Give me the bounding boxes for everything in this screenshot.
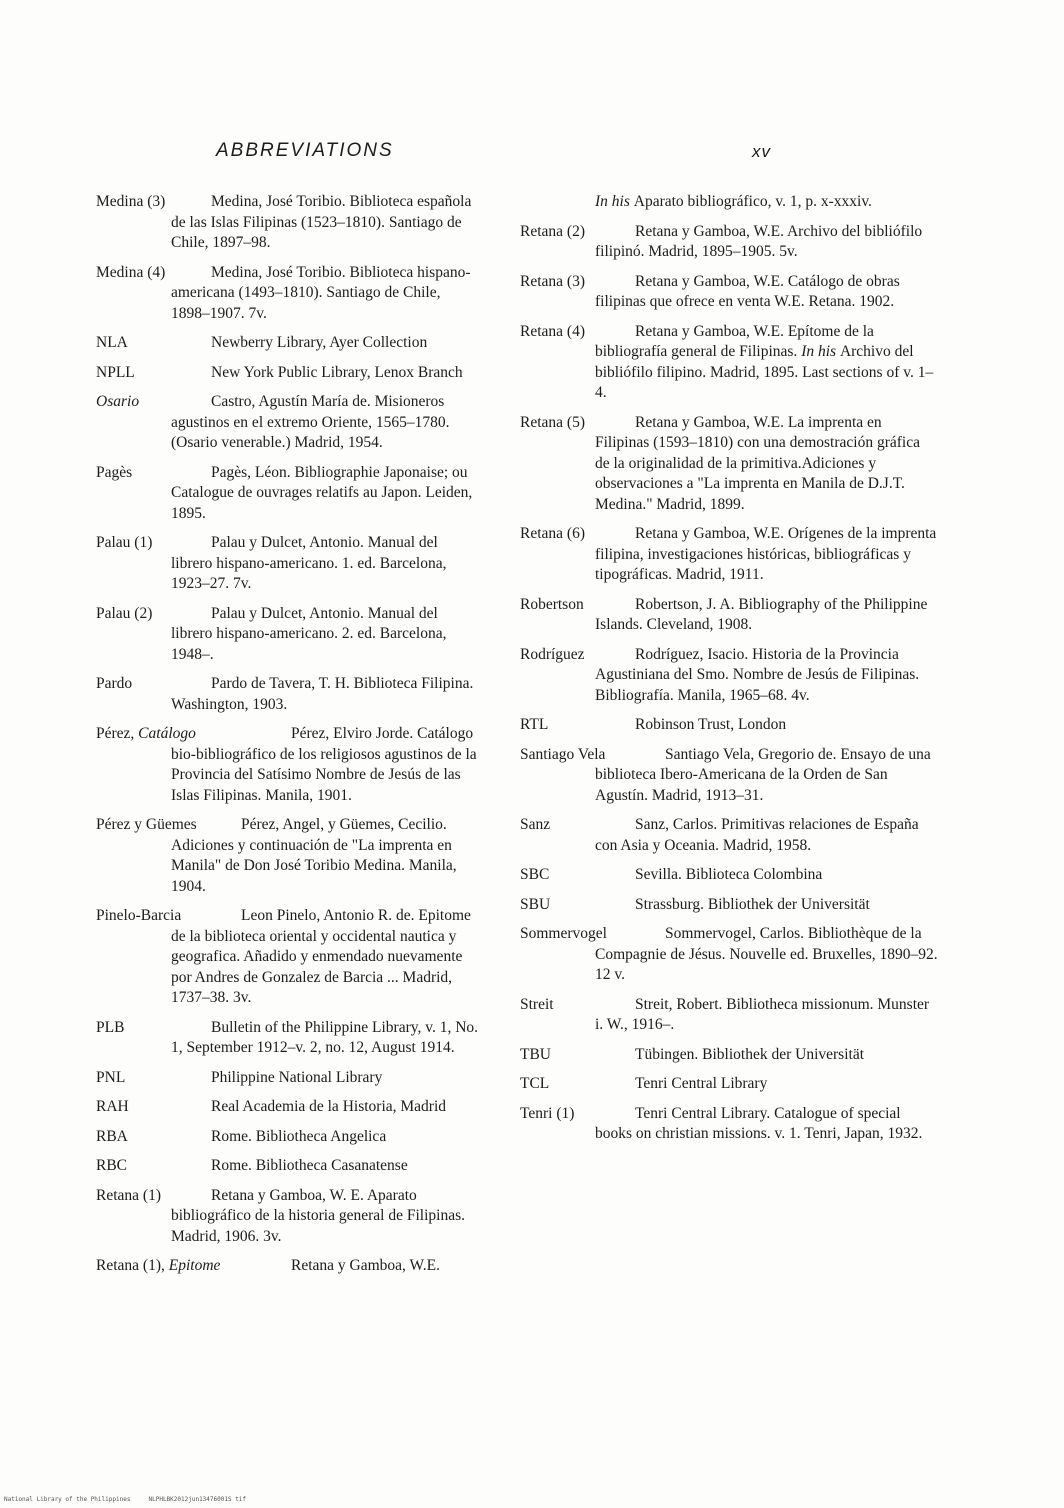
abbreviation-entry bbox=[520, 1045, 938, 1066]
entry-text bbox=[96, 604, 482, 666]
entry-text bbox=[520, 322, 938, 404]
abbreviation: SBU bbox=[520, 895, 551, 913]
entry-description: Retana y Gamboa, W.E. Epítome de la bibliografía general de Filipinas. bbox=[595, 322, 874, 360]
entry-description: Newberry Library, Ayer Collection bbox=[211, 334, 428, 351]
abbreviation: Medina (3) bbox=[96, 193, 166, 210]
entry-description: Tübingen. Bibliothek der Universität bbox=[635, 1045, 865, 1063]
entry-text bbox=[96, 1018, 482, 1059]
abbreviation: RTL bbox=[520, 716, 549, 733]
entry-text bbox=[96, 906, 482, 1009]
entry-description: Bulletin of the Philippine Library, v. 1, No. 1, September 1912–v. 2, no. 12, August 1914. bbox=[171, 1018, 479, 1056]
abbreviation: Sanz bbox=[520, 816, 551, 833]
entry-description: Philippine National Library bbox=[211, 1068, 383, 1086]
page-header-title: ABBREVIATIONS bbox=[216, 140, 394, 161]
entry-description: Robertson, J. A. Bibliography of the Philippine Islands. Cleveland, 1908. bbox=[595, 595, 928, 633]
abbreviation: Osario bbox=[96, 393, 140, 410]
entry-description: Pagès, Léon. Bibliographie Japonaise; ou Catalogue de ouvrages relatifs au Japon. Leiden, 1895. bbox=[171, 463, 473, 522]
abbreviation-entry bbox=[520, 1104, 938, 1145]
entry-text bbox=[520, 413, 938, 516]
entry-text bbox=[520, 1074, 938, 1095]
entry-text bbox=[520, 222, 938, 263]
abbreviation: Pérez, Catálogo bbox=[96, 725, 196, 742]
abbreviation: Retana (6) bbox=[520, 525, 585, 542]
abbreviation-entry bbox=[96, 906, 482, 1009]
entry-text bbox=[520, 1104, 938, 1145]
abbreviation: Rodríguez bbox=[520, 645, 585, 663]
page-number: xv bbox=[752, 142, 771, 161]
abbreviation-entry bbox=[96, 1018, 482, 1059]
entry-text bbox=[520, 715, 938, 736]
abbreviation: Retana (1), Epitome bbox=[96, 1257, 221, 1274]
entry-description: Medina, José Toribio. Biblioteca española de las Islas Filipinas (1523–1810). Santiago de Chile, 1897–98. bbox=[171, 193, 472, 251]
entry-text bbox=[96, 463, 482, 525]
entry-description: Pérez, Elviro Jorde. Catálogo bio-bibliográfico de los religiosos agustinos de la Provincia del Satísimo Nombre de Jesús de las Islas Filipinas. Manila, 1901. bbox=[171, 725, 477, 804]
abbreviation-entry bbox=[96, 363, 482, 384]
entry-text bbox=[96, 363, 482, 384]
entry-text bbox=[96, 1068, 482, 1089]
abbreviation-entry bbox=[96, 1156, 482, 1177]
abbreviation-entry bbox=[96, 1068, 482, 1089]
abbreviation: NPLL bbox=[96, 363, 135, 381]
abbreviation: Pardo bbox=[96, 675, 133, 692]
entry-text bbox=[96, 333, 482, 354]
entry-description: Aparato bibliográfico, v. 1, p. x-xxxiv. bbox=[633, 193, 872, 210]
abbreviation: Santiago Vela bbox=[520, 745, 606, 763]
entry-description: Streit, Robert. Bibliotheca missionum. Munster i. W., 1916–. bbox=[595, 995, 930, 1033]
entry-description: Retana y Gamboa, W.E. Archivo del bibliófilo filipinó. Madrid, 1895–1905. 5v. bbox=[595, 222, 923, 260]
entry-text bbox=[96, 674, 482, 715]
entry-description: Retana y Gamboa, W.E. Orígenes de la imprenta filipina, investigaciones históricas, bibliográficas y tipográficas. Madrid, 1911. bbox=[595, 525, 937, 583]
abbreviation: PLB bbox=[96, 1018, 125, 1036]
abbreviation-entry bbox=[520, 924, 938, 986]
abbreviation: Medina (4) bbox=[96, 263, 166, 281]
entry-description: Pérez, Angel, y Güemes, Cecilio. Adiciones y continuación de "La imprenta en Manila" de Don José Toribio Medina. Manila, 1904. bbox=[171, 816, 457, 895]
entry-description: Real Academia de la Historia, Madrid bbox=[211, 1098, 447, 1115]
entry-description: Pardo de Tavera, T. H. Biblioteca Filipina. Washington, 1903. bbox=[171, 675, 474, 713]
entry-description: Tenri Central Library bbox=[635, 1075, 768, 1092]
abbreviation: Retana (4) bbox=[520, 322, 585, 340]
abbreviation: PNL bbox=[96, 1068, 126, 1086]
entry-description: New York Public Library, Lenox Branch bbox=[211, 363, 463, 381]
entry-text bbox=[520, 595, 938, 636]
entry-text bbox=[96, 263, 482, 325]
abbreviation: Retana (2) bbox=[520, 222, 585, 240]
entry-text bbox=[96, 1186, 482, 1248]
entry-text bbox=[96, 724, 482, 806]
abbreviation: TBU bbox=[520, 1045, 551, 1063]
abbreviation-entry bbox=[96, 1186, 482, 1248]
abbreviation: Sommervogel bbox=[520, 925, 607, 942]
scan-footer: National Library of the Philippines NLPHLBK2012jun13476001S tif bbox=[4, 1496, 247, 1503]
entry-description: Rome. Bibliotheca Casanatense bbox=[211, 1157, 408, 1174]
abbreviation-entry bbox=[520, 595, 938, 636]
entry-text bbox=[520, 192, 938, 213]
abbreviation: RBA bbox=[96, 1127, 128, 1145]
abbreviation: RBC bbox=[96, 1157, 128, 1174]
entry-text bbox=[520, 895, 938, 916]
entry-text bbox=[520, 815, 938, 856]
entry-description: Sevilla. Biblioteca Colombina bbox=[635, 866, 823, 883]
abbreviation-entry bbox=[520, 413, 938, 516]
entry-text bbox=[96, 1156, 482, 1177]
entry-description: Medina, José Toribio. Biblioteca hispano-americana (1493–1810). Santiago de Chile, 1898–1907. 7v. bbox=[171, 263, 471, 322]
abbreviation: RAH bbox=[96, 1098, 129, 1115]
abbreviation: NLA bbox=[96, 334, 128, 351]
abbreviation-entry bbox=[520, 1074, 938, 1095]
abbreviation-entry bbox=[520, 524, 938, 586]
abbreviation-entry bbox=[96, 674, 482, 715]
entry-text bbox=[96, 192, 482, 254]
left-column bbox=[96, 192, 482, 1286]
abbreviation: Retana (1) bbox=[96, 1186, 161, 1204]
italic-prefix: In his bbox=[801, 343, 840, 360]
abbreviation: Pérez y Güemes bbox=[96, 816, 197, 833]
entry-text bbox=[520, 865, 938, 886]
abbreviation-entry bbox=[520, 815, 938, 856]
abbreviation-entry bbox=[96, 1127, 482, 1148]
entry-description-continued: Archivo del bibliófilo filipino. Madrid, 1895. Last sections of v. 1–4. bbox=[595, 343, 934, 401]
entry-text bbox=[96, 533, 482, 595]
entry-text bbox=[96, 1256, 482, 1277]
abbreviation-entry bbox=[96, 1256, 482, 1277]
abbreviation-entry bbox=[96, 604, 482, 666]
entry-text bbox=[520, 524, 938, 586]
abbreviation-entry bbox=[520, 715, 938, 736]
entry-description: Retana y Gamboa, W. E. Aparato bibliográfico de la historia general de Filipinas. Madrid, 1906. 3v. bbox=[171, 1186, 465, 1245]
entry-text bbox=[96, 392, 482, 454]
entry-description: Robinson Trust, London bbox=[635, 716, 787, 733]
abbreviation: Palau (1) bbox=[96, 534, 153, 551]
entry-description: Retana y Gamboa, W.E. Catálogo de obras filipinas que ofrece en venta W.E. Retana. 1902. bbox=[595, 272, 900, 310]
entry-description: Retana y Gamboa, W.E. bbox=[291, 1257, 440, 1274]
abbreviation: Streit bbox=[520, 995, 554, 1013]
entry-text bbox=[520, 645, 938, 707]
abbreviation: Retana (3) bbox=[520, 272, 585, 290]
entry-text bbox=[520, 272, 938, 313]
entry-text bbox=[520, 995, 938, 1036]
abbreviation-entry bbox=[96, 724, 482, 806]
abbreviation: Robertson bbox=[520, 595, 584, 613]
right-column bbox=[520, 192, 938, 1154]
abbreviation-entry bbox=[96, 533, 482, 595]
entry-description: Retana y Gamboa, W.E. La imprenta en Filipinas (1593–1810) con una demostración gráfica de la originalidad de la primitiva.Adiciones y observaciones a "La imprenta en Manila de D.J.T. Medina." Madrid, 1899. bbox=[595, 413, 920, 513]
abbreviation: Retana (5) bbox=[520, 413, 585, 431]
entry-description: Rome. Bibliotheca Angelica bbox=[211, 1127, 387, 1145]
entry-text bbox=[96, 815, 482, 897]
entry-description: Tenri Central Library. Catalogue of special books on christian missions. v. 1. Tenri, Japan, 1932. bbox=[595, 1104, 923, 1142]
abbreviation-entry bbox=[96, 263, 482, 325]
abbreviation-entry bbox=[520, 895, 938, 916]
entry-text bbox=[96, 1127, 482, 1148]
abbreviation: Palau (2) bbox=[96, 604, 153, 622]
abbreviation: Pinelo-Barcia bbox=[96, 907, 182, 924]
abbreviation-entry bbox=[520, 995, 938, 1036]
abbreviation-entry bbox=[520, 865, 938, 886]
entry-text bbox=[96, 1097, 482, 1118]
abbreviation: SBC bbox=[520, 866, 550, 883]
entry-description: Santiago Vela, Gregorio de. Ensayo de una biblioteca Ibero-Americana de la Orden de San Agustín. Madrid, 1913–31. bbox=[595, 745, 931, 804]
abbreviation-entry bbox=[96, 192, 482, 254]
entry-description: Palau y Dulcet, Antonio. Manual del librero hispano-americano. 1. ed. Barcelona, 1923–27. 7v. bbox=[171, 534, 447, 592]
abbreviation-entry bbox=[520, 322, 938, 404]
abbreviation-entry bbox=[96, 1097, 482, 1118]
italic-prefix: In his bbox=[595, 193, 634, 210]
abbreviation-entry bbox=[520, 645, 938, 707]
entry-description: Sommervogel, Carlos. Bibliothèque de la Compagnie de Jésus. Nouvelle ed. Bruxelles, 1890–92. 12 v. bbox=[595, 925, 938, 983]
abbreviation: TCL bbox=[520, 1075, 550, 1092]
entry-description: Rodríguez, Isacio. Historia de la Provincia Agustiniana del Smo. Nombre de Jesús de Filipinas. Bibliografía. Manila, 1965–68. 4v. bbox=[595, 645, 920, 704]
abbreviation: Pagès bbox=[96, 463, 133, 481]
abbreviation: Tenri (1) bbox=[520, 1104, 575, 1122]
abbreviation-entry bbox=[520, 272, 938, 313]
entry-description: Sanz, Carlos. Primitivas relaciones de España con Asia y Oceania. Madrid, 1958. bbox=[595, 816, 919, 854]
abbreviation-entry bbox=[96, 815, 482, 897]
entry-description: Palau y Dulcet, Antonio. Manual del librero hispano-americano. 2. ed. Barcelona, 1948–. bbox=[171, 604, 447, 663]
abbreviation-entry bbox=[96, 392, 482, 454]
entry-description: Leon Pinelo, Antonio R. de. Epitome de la biblioteca oriental y occidental nautica y geografica. Añadido y enmendado nuevamente por Andres de Gonzalez de Barcia ... Madrid, 1737–38. 3v. bbox=[171, 907, 471, 1006]
entry-text bbox=[520, 1045, 938, 1066]
entry-text bbox=[520, 745, 938, 807]
abbreviation-entry bbox=[520, 192, 938, 213]
entry-description: Castro, Agustín María de. Misioneros agustinos en el extremo Oriente, 1565–1780. (Osario venerable.) Madrid, 1954. bbox=[171, 393, 450, 451]
entry-text bbox=[520, 924, 938, 986]
entry-description: Strassburg. Bibliothek der Universität bbox=[635, 895, 870, 913]
abbreviation-entry bbox=[520, 745, 938, 807]
abbreviation-entry bbox=[96, 463, 482, 525]
abbreviation-entry bbox=[520, 222, 938, 263]
abbreviation-entry bbox=[96, 333, 482, 354]
